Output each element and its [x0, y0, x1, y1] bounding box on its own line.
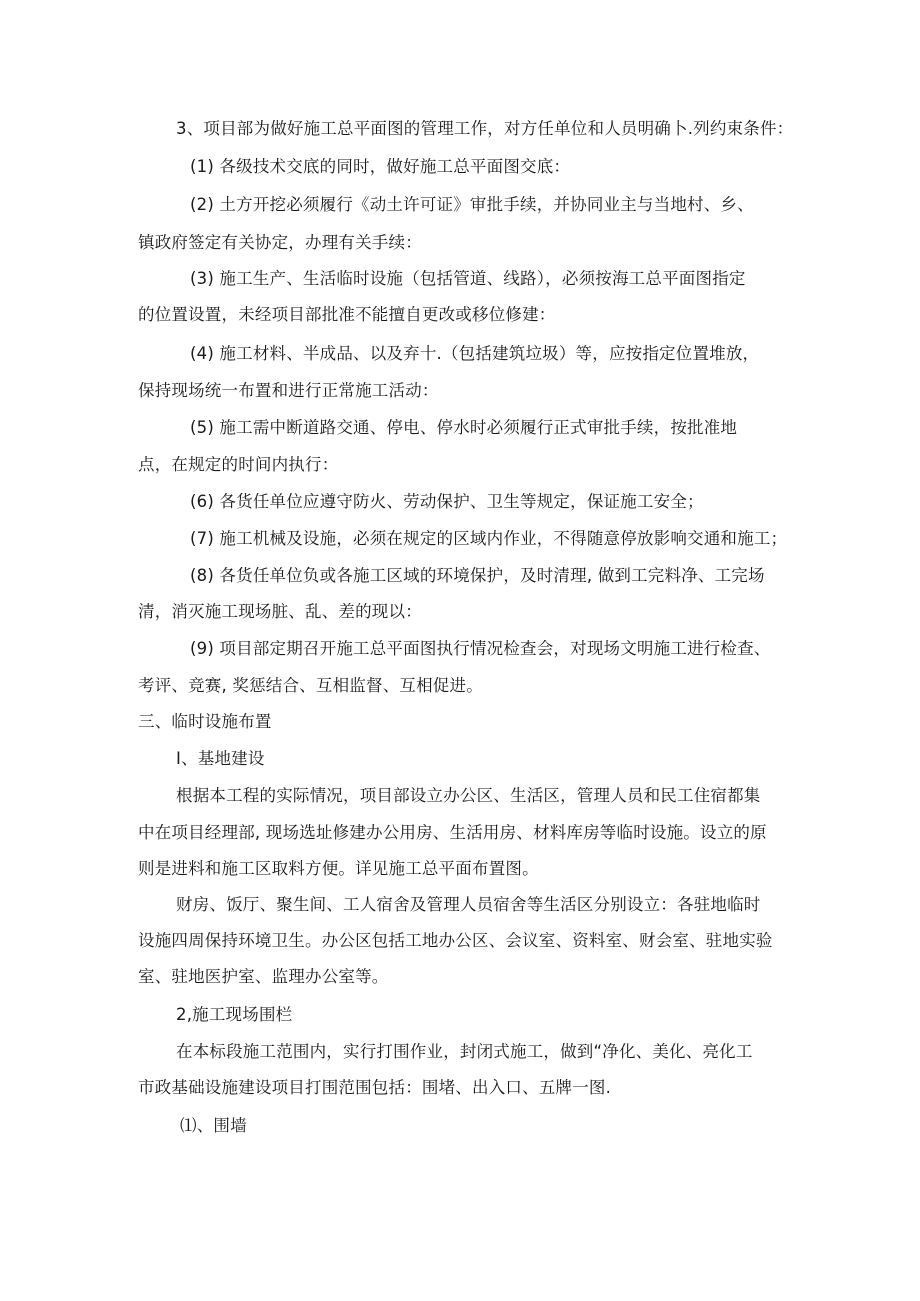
- text-line: 则是进料和施工区取料方便。详见施工总平面布置图。: [138, 859, 539, 878]
- text-line: 镇政府签定有关协定，办理有关手续：: [138, 233, 422, 252]
- text-line: (2) 土方开挖必须履行《动土许可证》审批手续，并协同业主与当地村、乡、: [190, 195, 754, 214]
- text-line: 3、项目部为做好施工总平面图的管理工作，对方任单位和人员明确卜.列约束条件：: [176, 119, 794, 138]
- text-line: 考评、竞赛, 奖惩结合、互相监督、互相促进。: [138, 676, 483, 695]
- text-line: 财房、饭厅、聚生间、工人宿舍及管理人员宿舍等生活区分别设立：各驻地临时: [176, 895, 761, 914]
- text-line: 点，在规定的时间内执行：: [138, 455, 339, 474]
- subsection-heading: I、基地建设: [176, 749, 265, 768]
- text-line: 清，消灭施工现场脏、乱、差的现以：: [138, 602, 422, 621]
- text-line: (6) 各货任单位应遵守防火、劳动保护、卫生等规定，保证施工安全；: [190, 492, 704, 511]
- text-line: 中在项目经理部, 现场选址修建办公用房、生活用房、材料库房等临时设施。设立的原: [138, 823, 767, 842]
- subsection-heading: 2,施工现场围栏: [176, 1005, 293, 1024]
- text-line: 市政基础设施建设项目打围范围包括：围堵、出入口、五牌一图.: [138, 1078, 612, 1097]
- text-line: 保持现场统一布置和进行正常施工活动：: [138, 381, 439, 400]
- text-line: (8) 各货任单位负或各施工区域的环境保护，及时清理, 做到工完料净、工完场: [190, 566, 765, 585]
- text-line: 根据本工程的实际情况，项目部设立办公区、生活区，管理人员和民工住宿都集: [176, 786, 761, 805]
- text-line: (9) 项目部定期召开施工总平面图执行情况检查会，对现场文明施工进行检查、: [190, 639, 771, 658]
- text-line: (5) 施工需中断道路交通、停电、停水时必须履行正式审批手续，按批准地: [190, 418, 738, 437]
- text-line: 设施四周保持环境卫生。办公区包括工地办公区、会议室、资料室、财会室、驻地实验: [138, 931, 773, 950]
- text-line: 在本标段施工范围内，实行打围作业，封闭式施工，做到“净化、美化、亮化工: [176, 1042, 753, 1061]
- text-line: (7) 施工机械及设施，必须在规定的区域内作业，不得随意停放影响交通和施工；: [190, 529, 788, 548]
- text-line: (1) 各级技术交底的同时，做好施工总平面图交底：: [190, 157, 571, 176]
- text-line: 室、驻地医护室、监理办公室等。: [138, 967, 389, 986]
- section-heading: 三、临时设施布置: [138, 712, 272, 731]
- text-line: (4) 施工材料、半成品、以及弃十.（包括建筑垃圾）等，应按指定位置堆放，: [190, 344, 760, 363]
- text-line: 的位置设置，未经项目部批准不能擅自更改或移位修建：: [138, 305, 556, 324]
- list-item-heading: ⑴、围墙: [180, 1116, 247, 1135]
- text-line: (3) 施工生产、生活临时设施（包括管道、线路），必须按海工总平面图指定: [190, 269, 746, 288]
